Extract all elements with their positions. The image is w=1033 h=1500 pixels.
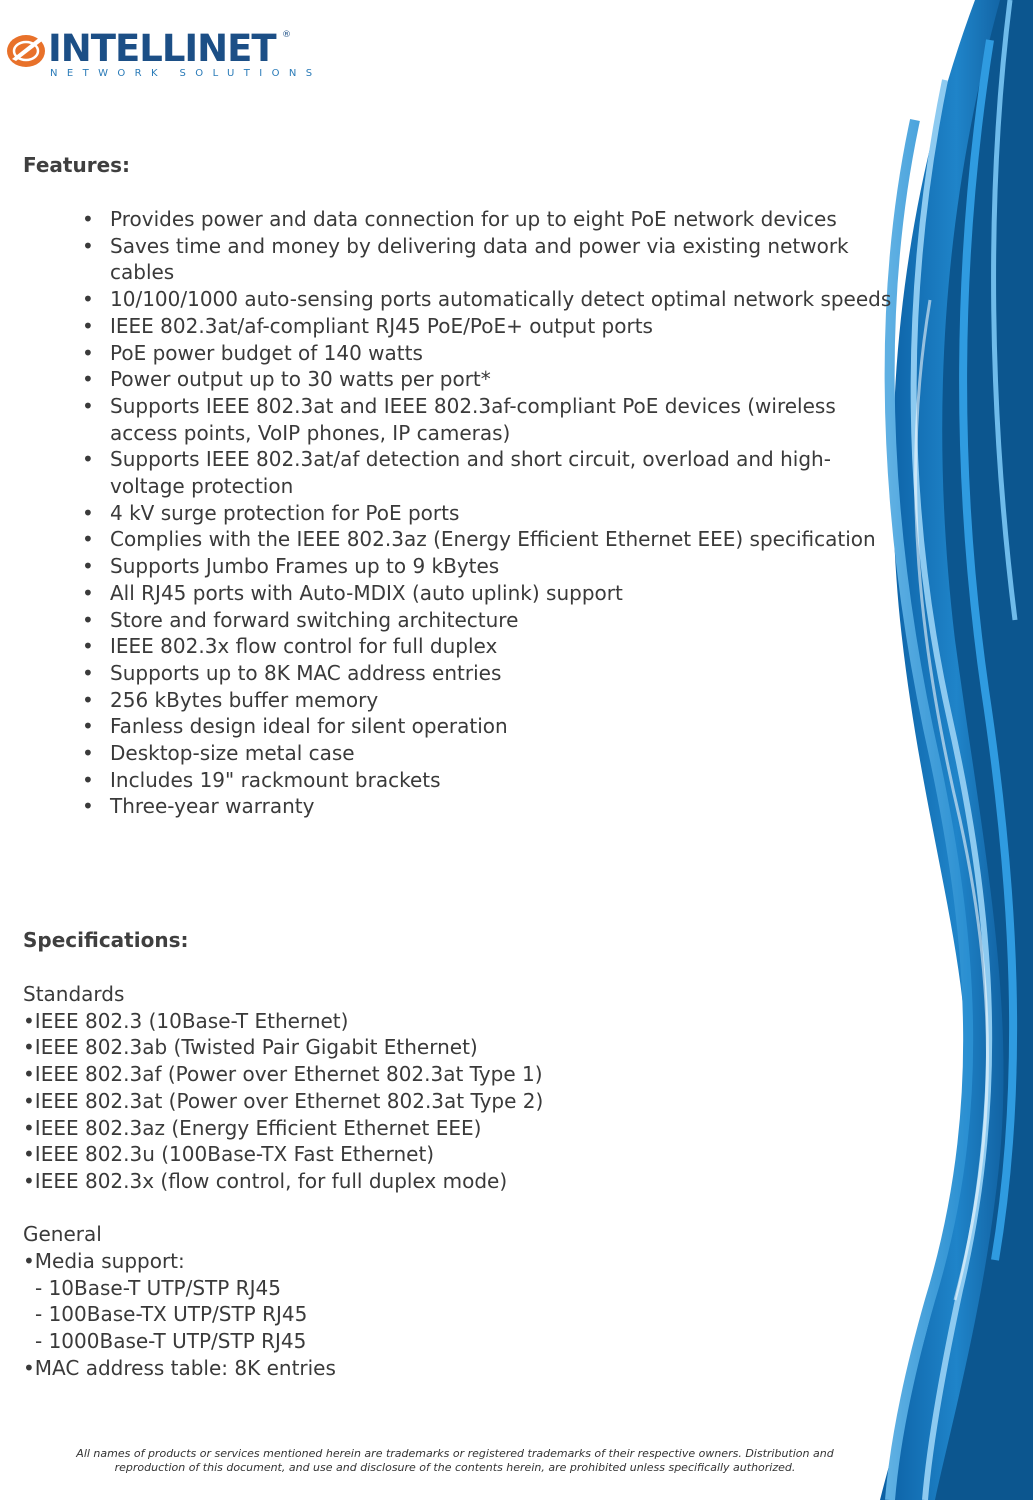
- specifications-section: [23, 981, 823, 1382]
- feature-item: • Fanless design ideal for silent operation: [104, 713, 894, 740]
- mac-table-item: • MAC address table: 8K entries: [23, 1355, 823, 1382]
- feature-item: • Includes 19" rackmount brackets: [104, 767, 894, 794]
- feature-item: • Power output up to 30 watts per port*: [104, 366, 894, 393]
- feature-item: • 4 kV surge protection for PoE ports: [104, 500, 894, 527]
- specifications-heading: Specifications:: [23, 928, 189, 952]
- feature-item: • PoE power budget of 140 watts: [104, 340, 894, 367]
- spacer: [23, 1195, 823, 1222]
- standard-item: • IEEE 802.3 (10Base-T Ethernet): [23, 1008, 823, 1035]
- standard-item: • IEEE 802.3af (Power over Ethernet 802.3at Type 1): [23, 1061, 823, 1088]
- standard-item: • IEEE 802.3az (Energy Efficient Ethernet EEE): [23, 1115, 823, 1142]
- standard-item: • IEEE 802.3ab (Twisted Pair Gigabit Ethernet): [23, 1034, 823, 1061]
- footer-line-1: All names of products or services mentioned herein are trademarks or registered trademarks of their respective owners. Distribution and: [76, 1447, 834, 1460]
- standard-item: • IEEE 802.3x (flow control, for full duplex mode): [23, 1168, 823, 1195]
- feature-item: • Complies with the IEEE 802.3az (Energy Efficient Ethernet EEE) specification: [104, 526, 894, 553]
- legal-footer: [30, 1447, 880, 1475]
- general-title: General: [23, 1222, 102, 1247]
- registered-mark: ®: [282, 30, 291, 40]
- logo-wordmark: INTELLINET: [48, 27, 276, 70]
- media-item: - 100Base-TX UTP/STP RJ45: [23, 1301, 823, 1328]
- feature-item: • IEEE 802.3x flow control for full duplex: [104, 633, 894, 660]
- feature-item: • Provides power and data connection for up to eight PoE network devices: [104, 206, 894, 233]
- feature-item: • 10/100/1000 auto-sensing ports automatically detect optimal network speeds: [104, 286, 894, 313]
- feature-item: • Supports IEEE 802.3at/af detection and short circuit, overload and high-voltage protection: [104, 446, 894, 499]
- features-heading: Features:: [23, 153, 131, 177]
- intellinet-logo: [4, 27, 322, 84]
- feature-item: • IEEE 802.3at/af-compliant RJ45 PoE/PoE+ output ports: [104, 313, 894, 340]
- logo-tagline: NETWORK SOLUTIONS: [50, 68, 322, 79]
- media-support-label: • Media support:: [23, 1248, 823, 1275]
- feature-item: • Supports IEEE 802.3at and IEEE 802.3af-compliant PoE devices (wireless access points, VoIP phones, IP cameras): [104, 393, 894, 446]
- feature-item: • 256 kBytes buffer memory: [104, 687, 894, 714]
- standards-title: Standards: [23, 982, 125, 1006]
- feature-item: • Three-year warranty: [104, 793, 894, 820]
- standard-item: • IEEE 802.3at (Power over Ethernet 802.3at Type 2): [23, 1088, 823, 1115]
- media-support-list: [23, 1275, 823, 1355]
- feature-item: • Store and forward switching architecture: [104, 607, 894, 634]
- standards-list: [23, 1008, 823, 1195]
- logo-swoosh-icon: [4, 31, 50, 71]
- media-item: - 1000Base-T UTP/STP RJ45: [23, 1328, 823, 1355]
- feature-item: • Supports up to 8K MAC address entries: [104, 660, 894, 687]
- feature-item: • Saves time and money by delivering data and power via existing network cables: [104, 233, 894, 286]
- standard-item: • IEEE 802.3u (100Base-TX Fast Ethernet): [23, 1141, 823, 1168]
- feature-item: • Desktop-size metal case: [104, 740, 894, 767]
- feature-item: • Supports Jumbo Frames up to 9 kBytes: [104, 553, 894, 580]
- media-item: - 10Base-T UTP/STP RJ45: [23, 1275, 823, 1302]
- feature-item: • All RJ45 ports with Auto-MDIX (auto uplink) support: [104, 580, 894, 607]
- footer-line-2: reproduction of this document, and use and disclosure of the contents herein, are prohibited unless specifically authorized.: [114, 1461, 796, 1474]
- features-list: [104, 206, 894, 820]
